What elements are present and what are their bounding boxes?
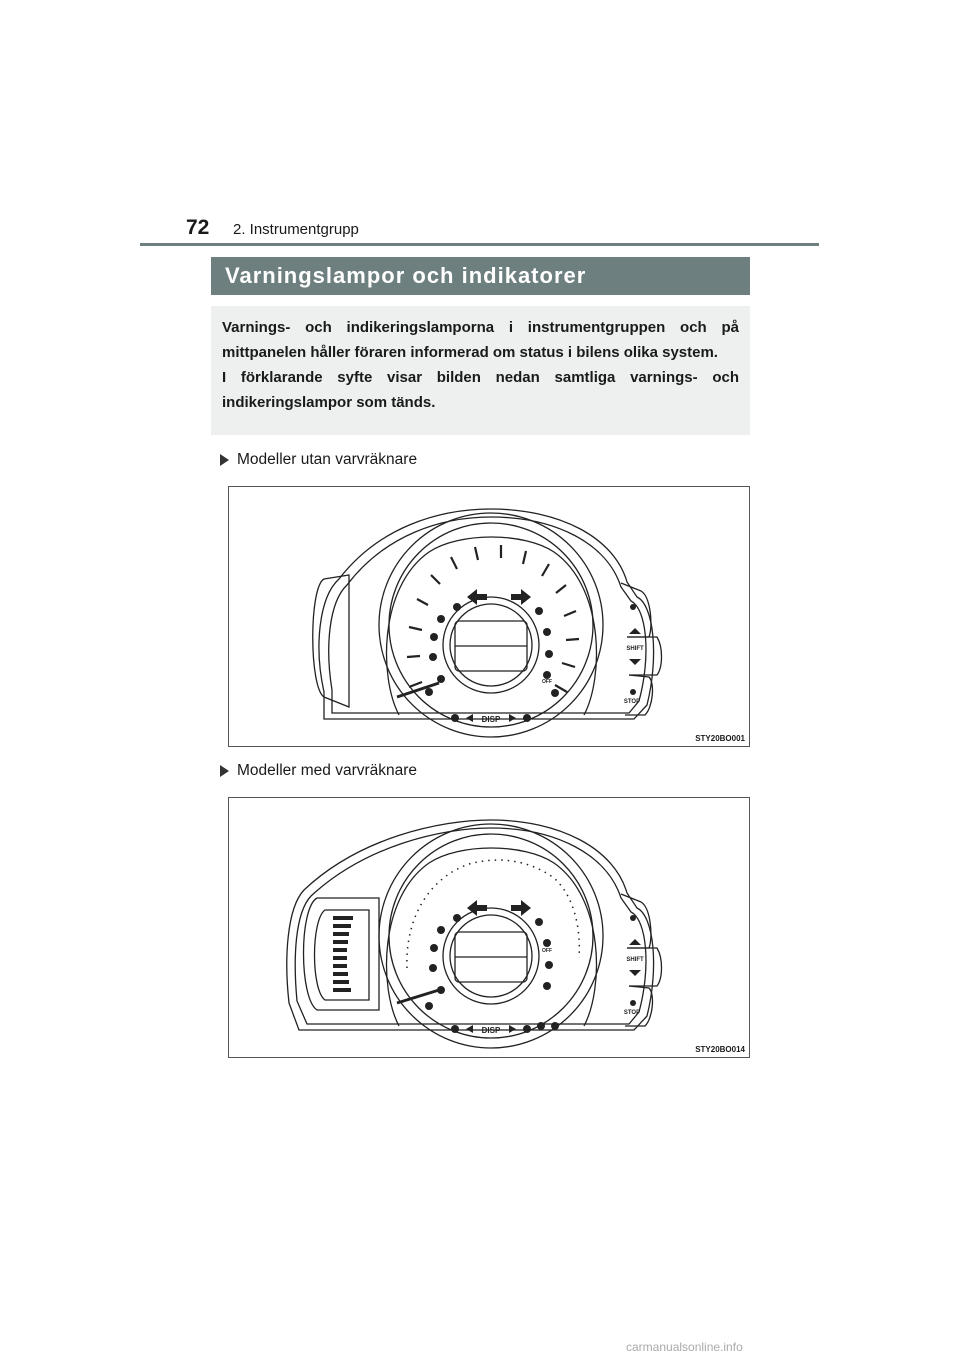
watermark: carmanualsonline.info bbox=[626, 1340, 743, 1354]
off-indicator-label: OFF bbox=[542, 948, 552, 954]
figure-with-tachometer bbox=[228, 797, 750, 1058]
stop-button-label: STOP bbox=[623, 1010, 641, 1016]
section-title: Varningslampor och indikatorer bbox=[211, 257, 750, 295]
stop-button-label: STOP bbox=[623, 699, 641, 705]
shift-button-label: SHIFT bbox=[626, 646, 644, 652]
disp-button-label: DISP bbox=[481, 1026, 501, 1035]
chapter-title: 2. Instrumentgrupp bbox=[233, 221, 359, 238]
intro-box bbox=[211, 306, 750, 435]
off-indicator-label: OFF bbox=[542, 679, 552, 685]
disp-button-label: DISP bbox=[481, 715, 501, 724]
variant-label-without-tachometer bbox=[220, 451, 417, 469]
figure-without-tachometer bbox=[228, 486, 750, 747]
header-rule bbox=[140, 243, 819, 246]
instrument-cluster-illustration bbox=[229, 798, 749, 1057]
variant-label-text: Modeller med varvräknare bbox=[237, 762, 418, 779]
variant-label-text: Modeller utan varvräknare bbox=[237, 451, 418, 468]
figure-code: STY20BO001 bbox=[695, 734, 745, 743]
shift-button-label: SHIFT bbox=[626, 957, 644, 963]
instrument-cluster-illustration bbox=[229, 487, 749, 746]
intro-paragraph: Varnings- och indikeringslamporna i instrumentgruppen och på mittpanelen håller föraren informerad om status i bilens olika system. bbox=[222, 319, 739, 361]
triangle-bullet-icon bbox=[220, 765, 229, 777]
variant-label-with-tachometer bbox=[220, 762, 417, 780]
page-number: 72 bbox=[186, 216, 210, 239]
triangle-bullet-icon bbox=[220, 454, 229, 466]
figure-code: STY20BO014 bbox=[695, 1045, 745, 1054]
intro-paragraph: I förklarande syfte visar bilden nedan samtliga varnings- och indikeringslampor som tänds. bbox=[222, 369, 739, 411]
